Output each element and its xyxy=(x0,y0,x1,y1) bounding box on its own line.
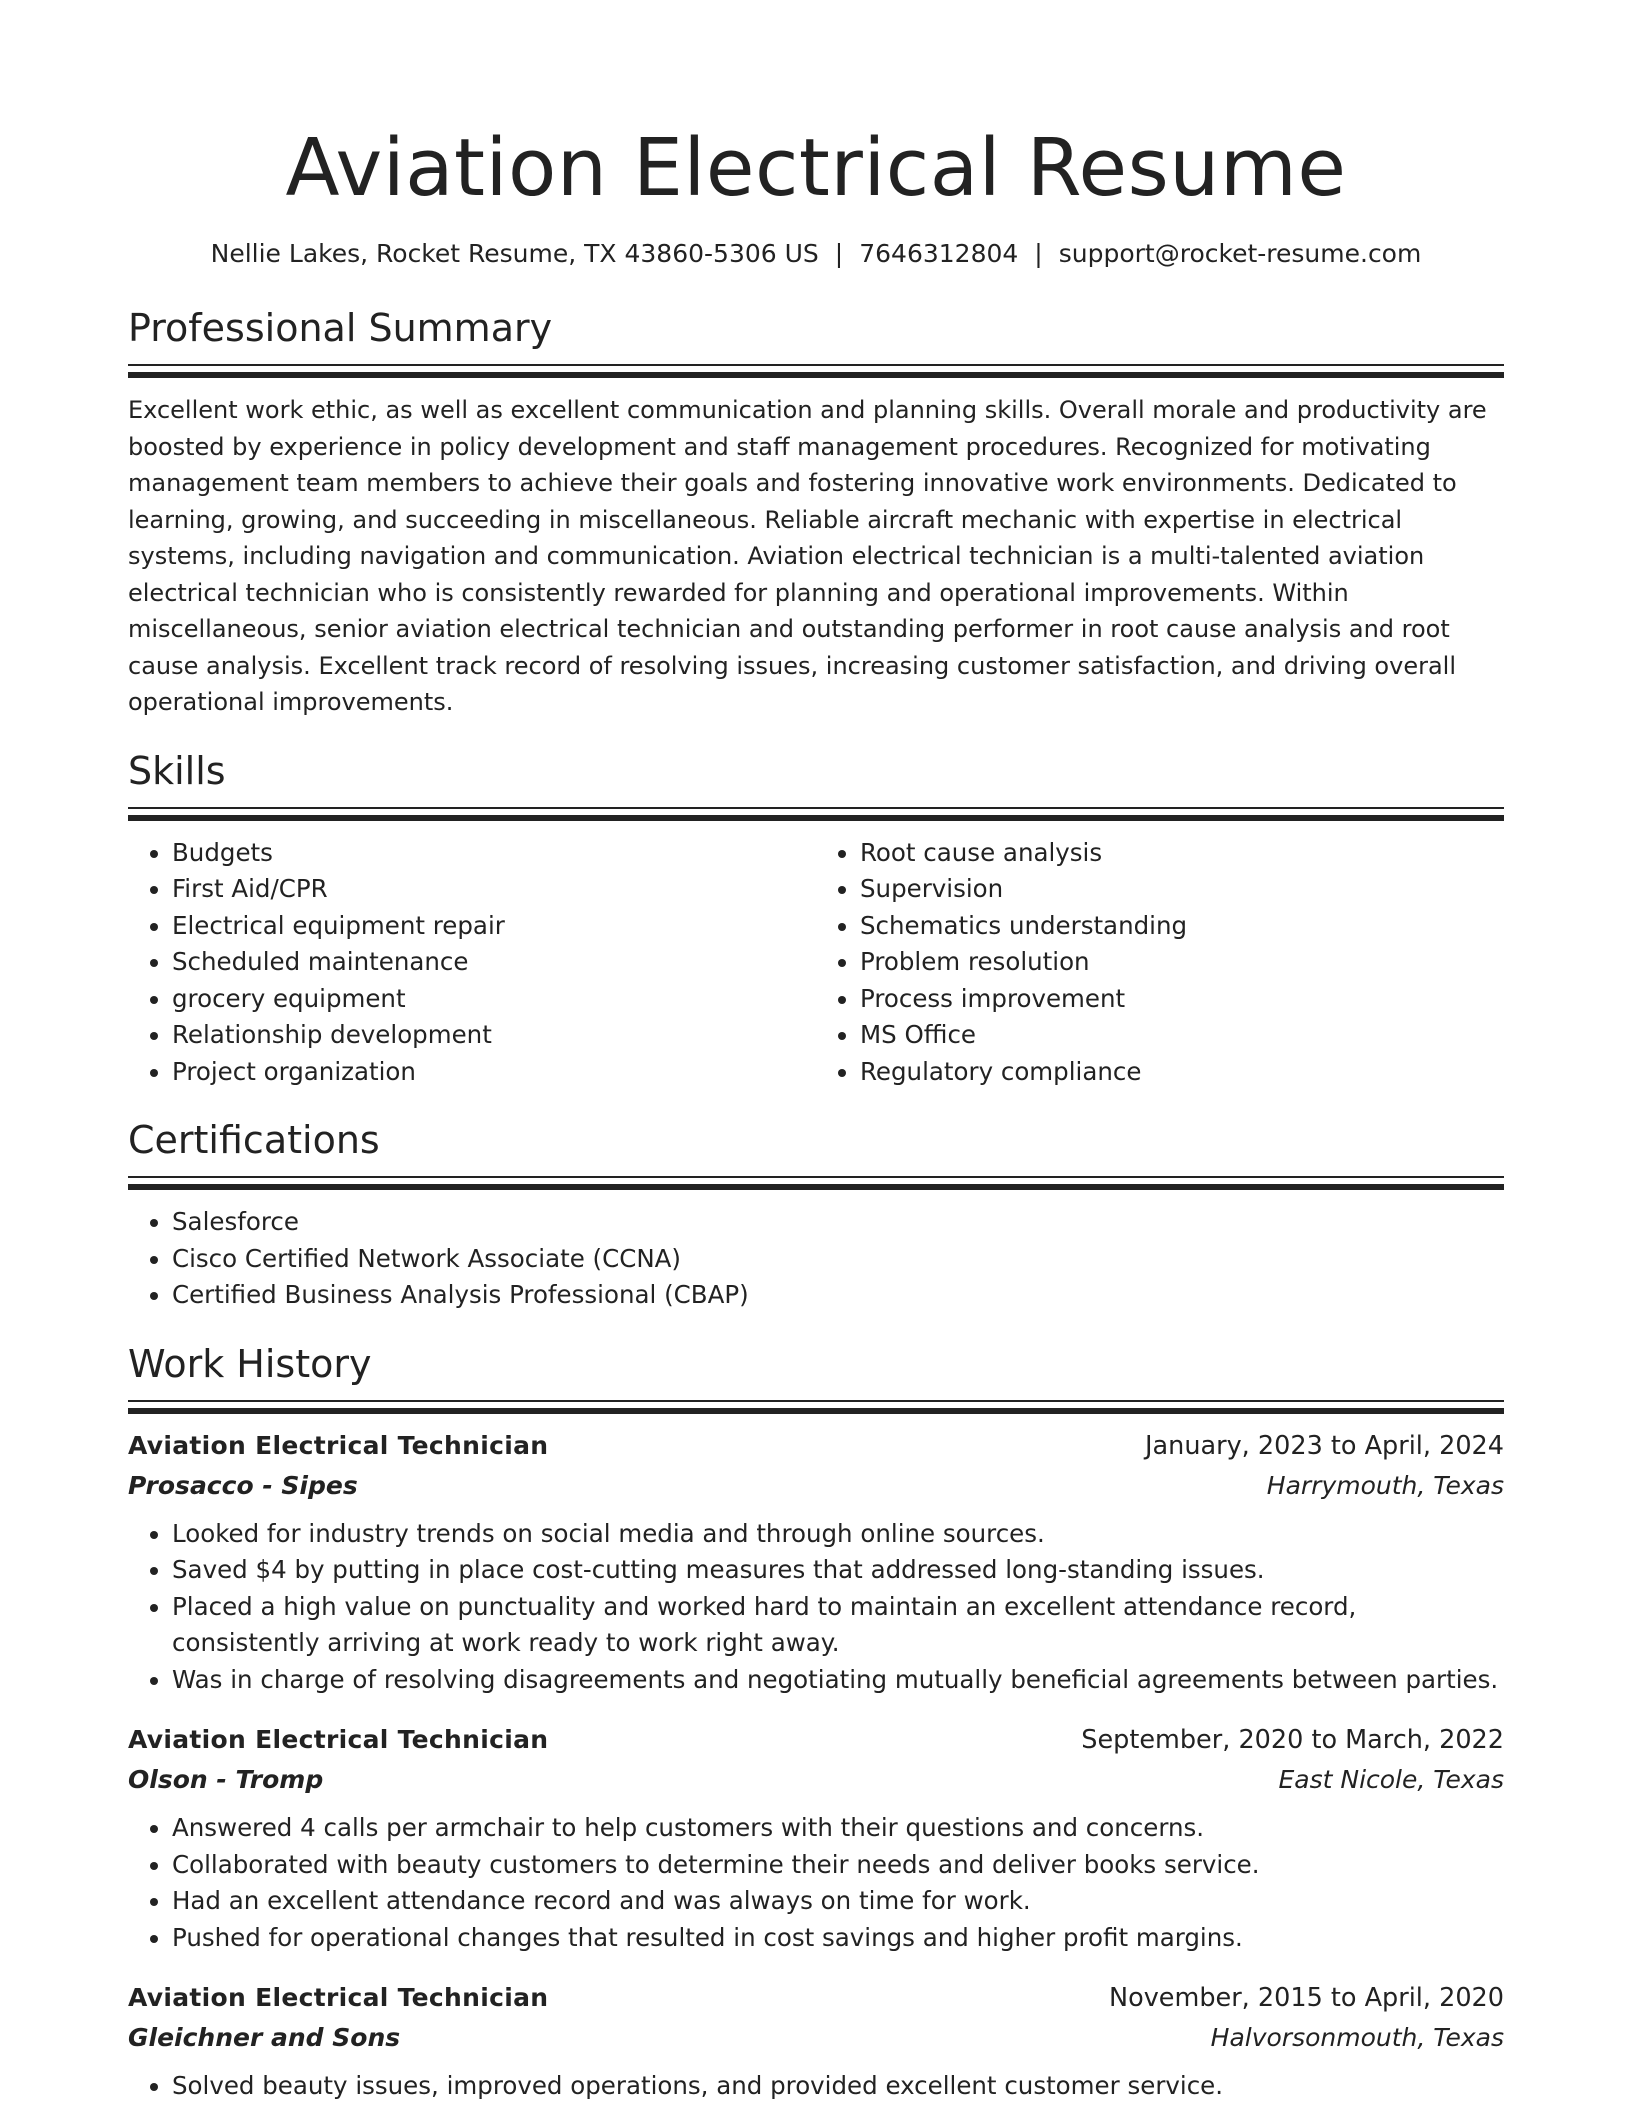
job-company: Olson - Tromp xyxy=(128,1765,324,1794)
skill-item: • MS Office xyxy=(860,1017,1504,1054)
job-bullets xyxy=(128,1516,1504,1699)
certification-item: • Salesforce xyxy=(172,1204,1504,1241)
skills-grid xyxy=(128,835,1504,1091)
skill-item: • Problem resolution xyxy=(860,944,1504,981)
skill-item: • Electrical equipment repair xyxy=(172,908,816,945)
section-heading-certifications: Certifications xyxy=(128,1118,380,1162)
section-heading-skills: Skills xyxy=(128,748,226,793)
job-dates: January, 2023 to April, 2024 xyxy=(1145,1430,1504,1461)
job-location: Harrymouth, Texas xyxy=(1266,1470,1504,1500)
section-heading-work-history: Work History xyxy=(128,1341,372,1386)
skill-item: • Budgets xyxy=(172,835,816,872)
job-bullet: • Saved $4 by putting in place cost-cutting measures that addressed long-standing issues. xyxy=(172,1552,1504,1589)
job-title: Aviation Electrical Technician xyxy=(128,1983,549,2012)
job-entry xyxy=(128,1720,1504,1956)
job-location: East Nicole, Texas xyxy=(1278,1765,1504,1794)
job-bullet: • Solved beauty issues, improved operations, and provided excellent customer service. xyxy=(172,2068,1504,2105)
contact-separator: | xyxy=(1034,239,1043,268)
job-header-row xyxy=(128,1426,1504,1466)
skill-item: • Process improvement xyxy=(860,981,1504,1018)
section-divider xyxy=(128,1176,1504,1190)
job-bullets xyxy=(128,1810,1504,1956)
job-subheader-row xyxy=(128,2018,1504,2058)
certifications-list xyxy=(128,1204,1504,1314)
section-divider xyxy=(128,1400,1504,1414)
skill-item: • Project organization xyxy=(172,1054,816,1091)
job-title: Aviation Electrical Technician xyxy=(128,1430,549,1460)
skill-item: • grocery equipment xyxy=(172,981,816,1018)
skill-item: • Root cause analysis xyxy=(860,835,1504,872)
job-dates: September, 2020 to March, 2022 xyxy=(1081,1725,1504,1755)
skill-item: • Relationship development xyxy=(172,1017,816,1054)
job-bullet: • Pushed for operational changes that resulted in cost savings and higher profit margins. xyxy=(172,1920,1504,1957)
job-header-row xyxy=(128,1978,1504,2018)
skill-item: • Supervision xyxy=(860,871,1504,908)
section-divider xyxy=(128,364,1504,378)
job-title: Aviation Electrical Technician xyxy=(128,1725,549,1754)
job-dates: November, 2015 to April, 2020 xyxy=(1109,1983,1504,2013)
contact-address: Nellie Lakes, Rocket Resume, TX 43860-5306 US xyxy=(210,239,819,268)
skill-item: • Schematics understanding xyxy=(860,908,1504,945)
contact-phone: 7646312804 xyxy=(859,239,1019,268)
job-header-row xyxy=(128,1720,1504,1760)
job-bullet: • Had an excellent attendance record and was always on time for work. xyxy=(172,1883,1504,1920)
job-entry xyxy=(128,1978,1504,2105)
contact-separator: | xyxy=(834,239,844,268)
certification-item: • Cisco Certified Network Associate (CCNA) xyxy=(172,1241,1504,1278)
job-location: Halvorsonmouth, Texas xyxy=(1210,2023,1504,2052)
job-bullet: • Collaborated with beauty customers to determine their needs and deliver books service. xyxy=(172,1847,1504,1884)
summary-section xyxy=(128,304,1504,721)
job-company: Prosacco - Sipes xyxy=(128,1470,358,1500)
skill-item: • First Aid/CPR xyxy=(172,871,816,908)
job-entry xyxy=(128,1426,1504,1699)
contact-line xyxy=(128,236,1504,272)
job-bullets xyxy=(128,2068,1504,2105)
job-bullet: • Answered 4 calls per armchair to help customers with their questions and concerns. xyxy=(172,1810,1504,1847)
certification-item: • Certified Business Analysis Professional (CBAP) xyxy=(172,1277,1504,1314)
skills-list-right xyxy=(816,835,1504,1091)
skill-item: • Regulatory compliance xyxy=(860,1054,1504,1091)
job-subheader-row xyxy=(128,1466,1504,1506)
summary-text: Excellent work ethic, as well as excellent communication and planning skills. Overall morale and productivity are boosted by experience in policy development and staff management procedures. Recognized for motivating management team members to achieve their goals and fostering innovative work environments. Dedicated to learning, growing, and succeeding in miscellaneous. Reliable aircraft mechanic with expertise in electrical systems, including navigation and communication. Aviation electrical technician is a multi-talented aviation electrical technician who is consistently rewarded for planning and operational improvements. Within miscellaneous, senior aviation electrical technician and outstanding performer in root cause analysis and root cause analysis. Excellent track record of resolving issues, increasing customer satisfaction, and driving overall operational improvements. xyxy=(128,396,1487,716)
work-history-section xyxy=(128,1340,1504,2105)
section-divider xyxy=(128,807,1504,821)
certifications-section xyxy=(128,1116,1504,1314)
skill-item: • Scheduled maintenance xyxy=(172,944,816,981)
job-company: Gleichner and Sons xyxy=(128,2023,401,2052)
job-subheader-row xyxy=(128,1760,1504,1800)
contact-email: support@rocket-resume.com xyxy=(1058,239,1422,268)
job-bullet: • Placed a high value on punctuality and worked hard to maintain an excellent attendance record, consistently arriving at work ready to work right away. xyxy=(172,1589,1504,1662)
job-bullet: • Was in charge of resolving disagreements and negotiating mutually beneficial agreements between parties. xyxy=(172,1662,1504,1699)
skills-list-left xyxy=(128,835,816,1091)
job-bullet: • Looked for industry trends on social media and through online sources. xyxy=(172,1516,1504,1553)
resume-title: Aviation Electrical Resume xyxy=(285,122,1347,214)
section-heading-summary: Professional Summary xyxy=(128,306,553,350)
skills-section xyxy=(128,747,1504,1091)
